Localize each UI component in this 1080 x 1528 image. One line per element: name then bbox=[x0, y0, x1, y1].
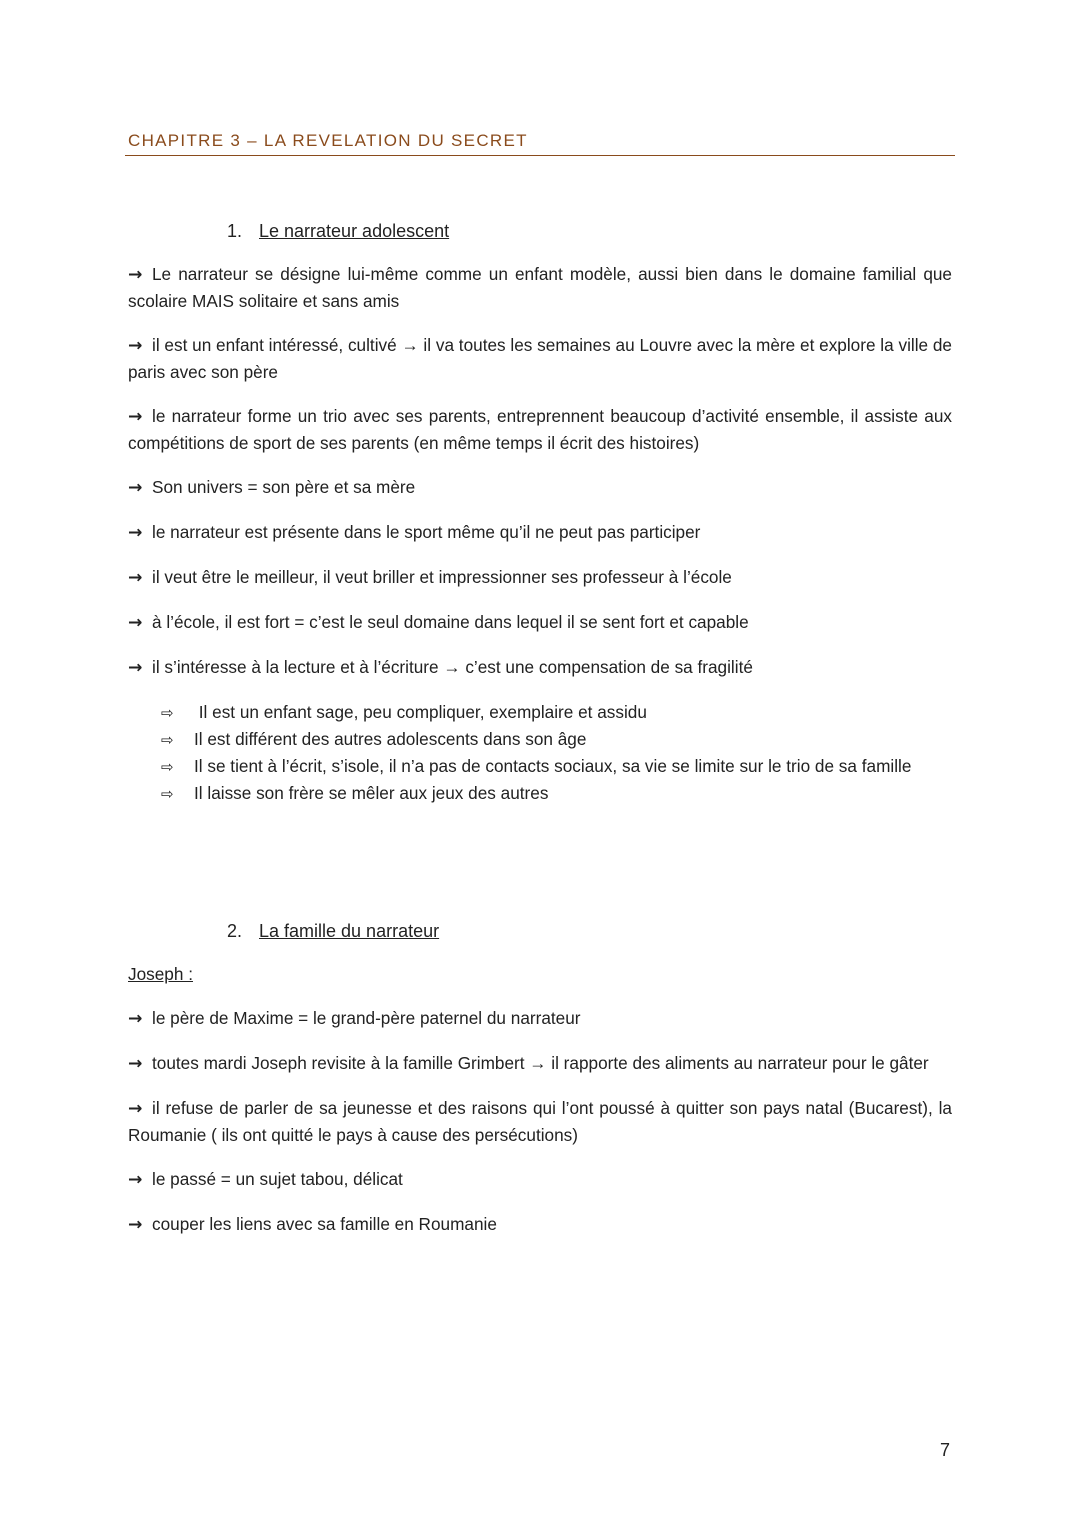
arrow-icon: → bbox=[128, 523, 143, 543]
section-2-title: La famille du narrateur bbox=[259, 921, 440, 941]
summary-bullet-list bbox=[128, 699, 952, 807]
section-1-number: 1. bbox=[227, 221, 243, 241]
arrow-icon: → bbox=[128, 613, 143, 633]
paragraph-text: le narrateur est présente dans le sport même qu’il ne peut pas participer bbox=[152, 522, 701, 542]
paragraph-text: il est un enfant intéressé, cultivé → il va toutes les semaines au Louvre avec la mère et explore la ville de paris avec son père bbox=[128, 335, 952, 382]
page-number: 7 bbox=[939, 1440, 950, 1460]
paragraph bbox=[128, 1211, 952, 1238]
page-content bbox=[128, 218, 952, 1256]
paragraph-text: toutes mardi Joseph revisite à la famille Grimbert → il rapporte des aliments au narrateur pour le gâter bbox=[152, 1053, 929, 1073]
paragraph-text: couper les liens avec sa famille en Roumanie bbox=[152, 1214, 497, 1234]
hollow-arrow-bullet-icon: ⇨ bbox=[161, 758, 174, 776]
list-item-text: Il laisse son frère se mêler aux jeux des autres bbox=[194, 783, 549, 803]
paragraph bbox=[128, 474, 952, 501]
paragraph bbox=[128, 403, 952, 456]
paragraph-text: Son univers = son père et sa mère bbox=[152, 477, 416, 497]
list-item-text: Il est différent des autres adolescents dans son âge bbox=[194, 729, 587, 749]
list-item-text: Il se tient à l’écrit, s’isole, il n’a pas de contacts sociaux, sa vie se limite sur le trio de sa famille bbox=[194, 756, 912, 776]
paragraph bbox=[128, 654, 952, 681]
arrow-icon: → bbox=[128, 1170, 143, 1190]
list-item bbox=[161, 726, 952, 753]
section-2-heading bbox=[128, 918, 952, 944]
paragraph-text: le narrateur forme un trio avec ses parents, entreprennent beaucoup d’activité ensemble, il assiste aux compétitions de sport de ses parents (en même temps il écrit des histoires) bbox=[128, 406, 952, 453]
arrow-icon: → bbox=[128, 1099, 143, 1119]
paragraph-text: le père de Maxime = le grand-père paternel du narrateur bbox=[152, 1008, 581, 1028]
paragraph bbox=[128, 261, 952, 314]
subheading-joseph: Joseph : bbox=[128, 964, 193, 984]
paragraph-text: il s’intéresse à la lecture et à l’écriture → c’est une compensation de sa fragilité bbox=[152, 657, 753, 677]
paragraph bbox=[128, 332, 952, 385]
arrow-icon: → bbox=[128, 1009, 143, 1029]
list-item bbox=[161, 699, 952, 726]
paragraph bbox=[128, 1005, 952, 1032]
paragraph bbox=[128, 609, 952, 636]
paragraph bbox=[128, 1095, 952, 1148]
arrow-icon: → bbox=[128, 336, 143, 356]
arrow-icon: → bbox=[128, 265, 143, 285]
paragraph-text: Le narrateur se désigne lui-même comme un enfant modèle, aussi bien dans le domaine familial que scolaire MAIS solitaire et sans amis bbox=[128, 264, 952, 311]
paragraph bbox=[128, 564, 952, 591]
list-item bbox=[161, 753, 952, 780]
list-item bbox=[161, 780, 952, 807]
hollow-arrow-bullet-icon: ⇨ bbox=[161, 704, 174, 722]
paragraph-text: il veut être le meilleur, il veut briller et impressionner ses professeur à l’école bbox=[152, 567, 732, 587]
list-item-text: Il est un enfant sage, peu compliquer, exemplaire et assidu bbox=[194, 702, 647, 722]
chapter-header: CHAPITRE 3 – LA REVELATION DU SECRET bbox=[128, 131, 528, 150]
section-spacer bbox=[128, 807, 952, 918]
section-1-title: Le narrateur adolescent bbox=[259, 221, 450, 241]
header-rule bbox=[125, 155, 955, 156]
arrow-icon: → bbox=[128, 658, 143, 678]
arrow-icon: → bbox=[128, 478, 143, 498]
arrow-icon: → bbox=[128, 1054, 143, 1074]
section-2-number: 2. bbox=[227, 921, 243, 941]
paragraph-text: le passé = un sujet tabou, délicat bbox=[152, 1169, 403, 1189]
paragraph bbox=[128, 519, 952, 546]
hollow-arrow-bullet-icon: ⇨ bbox=[161, 785, 174, 803]
arrow-icon: → bbox=[128, 1215, 143, 1235]
paragraph-text: il refuse de parler de sa jeunesse et des raisons qui l’ont poussé à quitter son pays natal (Bucarest), la Roumanie ( ils ont quitté le pays à cause des persécutions) bbox=[128, 1098, 952, 1145]
hollow-arrow-bullet-icon: ⇨ bbox=[161, 731, 174, 749]
arrow-icon: → bbox=[128, 568, 143, 588]
arrow-icon: → bbox=[128, 407, 143, 427]
paragraph bbox=[128, 1166, 952, 1193]
paragraph-text: à l’école, il est fort = c’est le seul domaine dans lequel il se sent fort et capable bbox=[152, 612, 749, 632]
section-1-heading bbox=[128, 218, 952, 244]
paragraph bbox=[128, 1050, 952, 1077]
